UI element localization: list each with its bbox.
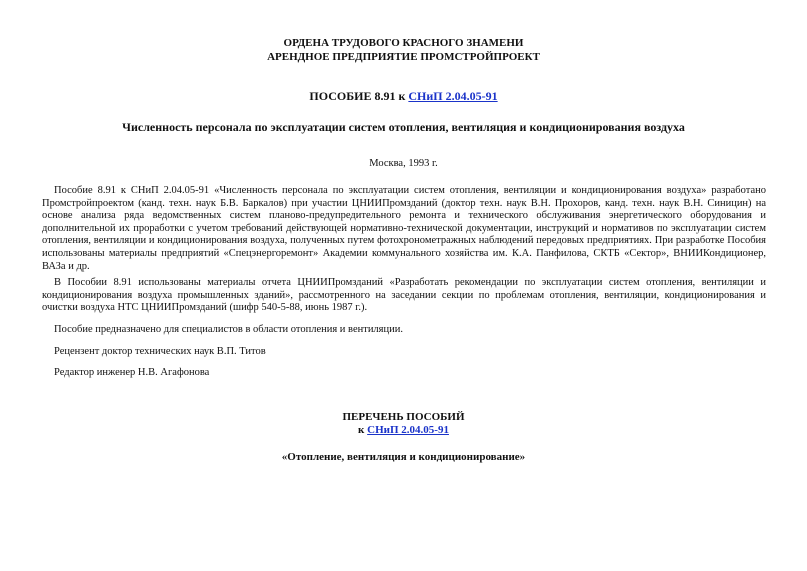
org-line-2: АРЕНДНОЕ ПРЕДПРИЯТИЕ ПРОМСТРОЙПРОЕКТ <box>267 51 540 63</box>
paragraph-audience: Пособие предназначено для специалистов в области отопления и вентиляции. <box>54 323 403 335</box>
list-heading-block <box>0 411 807 437</box>
snip-link[interactable]: СНиП 2.04.05-91 <box>408 89 498 103</box>
list-reference <box>0 424 807 437</box>
list-subheading: «Отопление, вентиляция и кондиционирование» <box>281 451 526 463</box>
paragraph-materials: В Пособии 8.91 использованы материалы отчета ЦНИИПромзданий «Разработать рекомендации по эксплуатации систем отопления, вентиляции и кондиционирования воздуха промышленных зданий», рассмотренного на заседании секции по проблемам отопления, вентиляции, кондиционирования и очистки воздуха НТС ЦНИИПромзданий (шифр 540-5-88, июнь 1987 г.). <box>42 277 766 314</box>
city-year: Москва, 1993 г. <box>369 158 438 169</box>
paragraph-developers: Пособие 8.91 к СНиП 2.04.05-91 «Численность персонала по эксплуатации систем отопления, вентиляции и кондиционирования воздуха» разработано Промстройпроектом (канд. техн. наук Б.В. Баркалов) при участии ЦНИИПромзданий (доктор техн. наук В.Н. Прохоров, канд. техн. наук В.Н. Синицин) на основе анализа ряда ведомственных систем планово-предупредительного ремонта и технического обслуживания энергетического оборудования и дополнительной их проработки с учетом требований действующей нормативно-технической документации, инструкций и нормативов по эксплуатации систем отопления, вентиляции и кондиционирования воздуха, полученных путем фотохронометражных наблюдений передовых предприятиях. При разработке Пособия использованы материалы предприятий «Спецэнергоремонт» Академии коммунального хозяйства им. К.А. Панфилова, СКТБ «Сектор», ВНИИКондиционер, ВАЗа и др. <box>42 185 766 272</box>
document-body <box>42 185 766 389</box>
organization-header <box>0 36 807 64</box>
paragraph-editor: Редактор инженер Н.В. Агафонова <box>54 367 210 379</box>
paragraph-reviewer: Рецензент доктор технических наук В.П. Титов <box>54 345 266 357</box>
list-heading: ПЕРЕЧЕНЬ ПОСОБИЙ <box>342 411 465 423</box>
document-title <box>0 89 807 104</box>
list-snip-link[interactable]: СНиП 2.04.05-91 <box>367 424 449 436</box>
org-line-1: ОРДЕНА ТРУДОВОГО КРАСНОГО ЗНАМЕНИ <box>283 37 524 49</box>
title-prefix: ПОСОБИЕ 8.91 к <box>309 89 409 103</box>
document-subtitle: Численность персонала по эксплуатации систем отопления, вентиляция и кондиционирования воздуха <box>122 120 685 134</box>
list-ref-prefix: к <box>358 424 368 436</box>
